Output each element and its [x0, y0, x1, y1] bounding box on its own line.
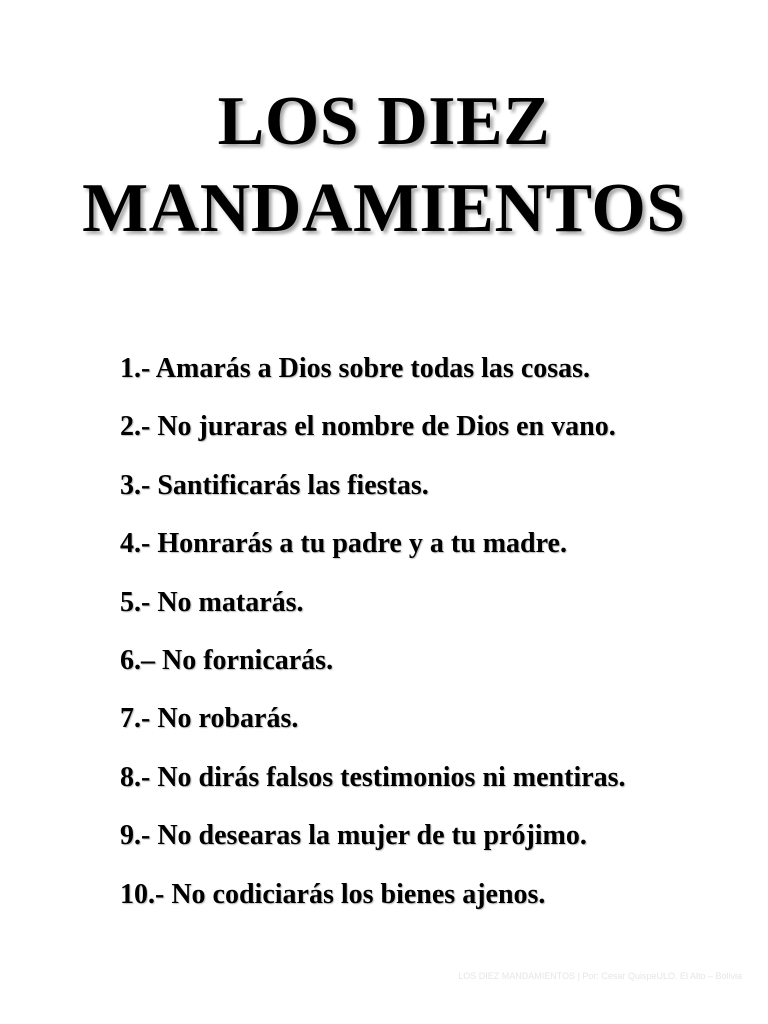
- commandments-list: [120, 340, 626, 924]
- page-title: [0, 78, 768, 252]
- commandment-4: 4.- Honrarás a tu padre y a tu madre.: [120, 528, 567, 560]
- commandment-5: 5.- No matarás.: [120, 586, 304, 618]
- commandment-1: 1.- Amarás a Dios sobre todas las cosas.: [120, 353, 591, 384]
- commandment-10: 10.- No codiciarás los bienes ajenos.: [120, 878, 546, 910]
- title-line-2: MANDAMIENTOS: [82, 170, 686, 247]
- commandment-2: 2.- No juraras el nombre de Dios en vano.: [120, 411, 616, 443]
- commandment-7: 7.- No robarás.: [120, 703, 299, 735]
- commandment-3: 3.- Santificarás las fiestas.: [120, 469, 429, 501]
- commandment-6: 6.– No fornicarás.: [120, 645, 334, 677]
- commandment-8: 8.- No dirás falsos testimonios ni mentiras.: [120, 761, 626, 793]
- title-line-1: LOS DIEZ: [217, 83, 551, 160]
- page-footer: LOS DIEZ MANDAMIENTOS | Por: Cesar QuispeULO. El Alto – Bolivia: [458, 971, 742, 981]
- commandment-9: 9.- No desearas la mujer de tu prójimo.: [120, 820, 587, 852]
